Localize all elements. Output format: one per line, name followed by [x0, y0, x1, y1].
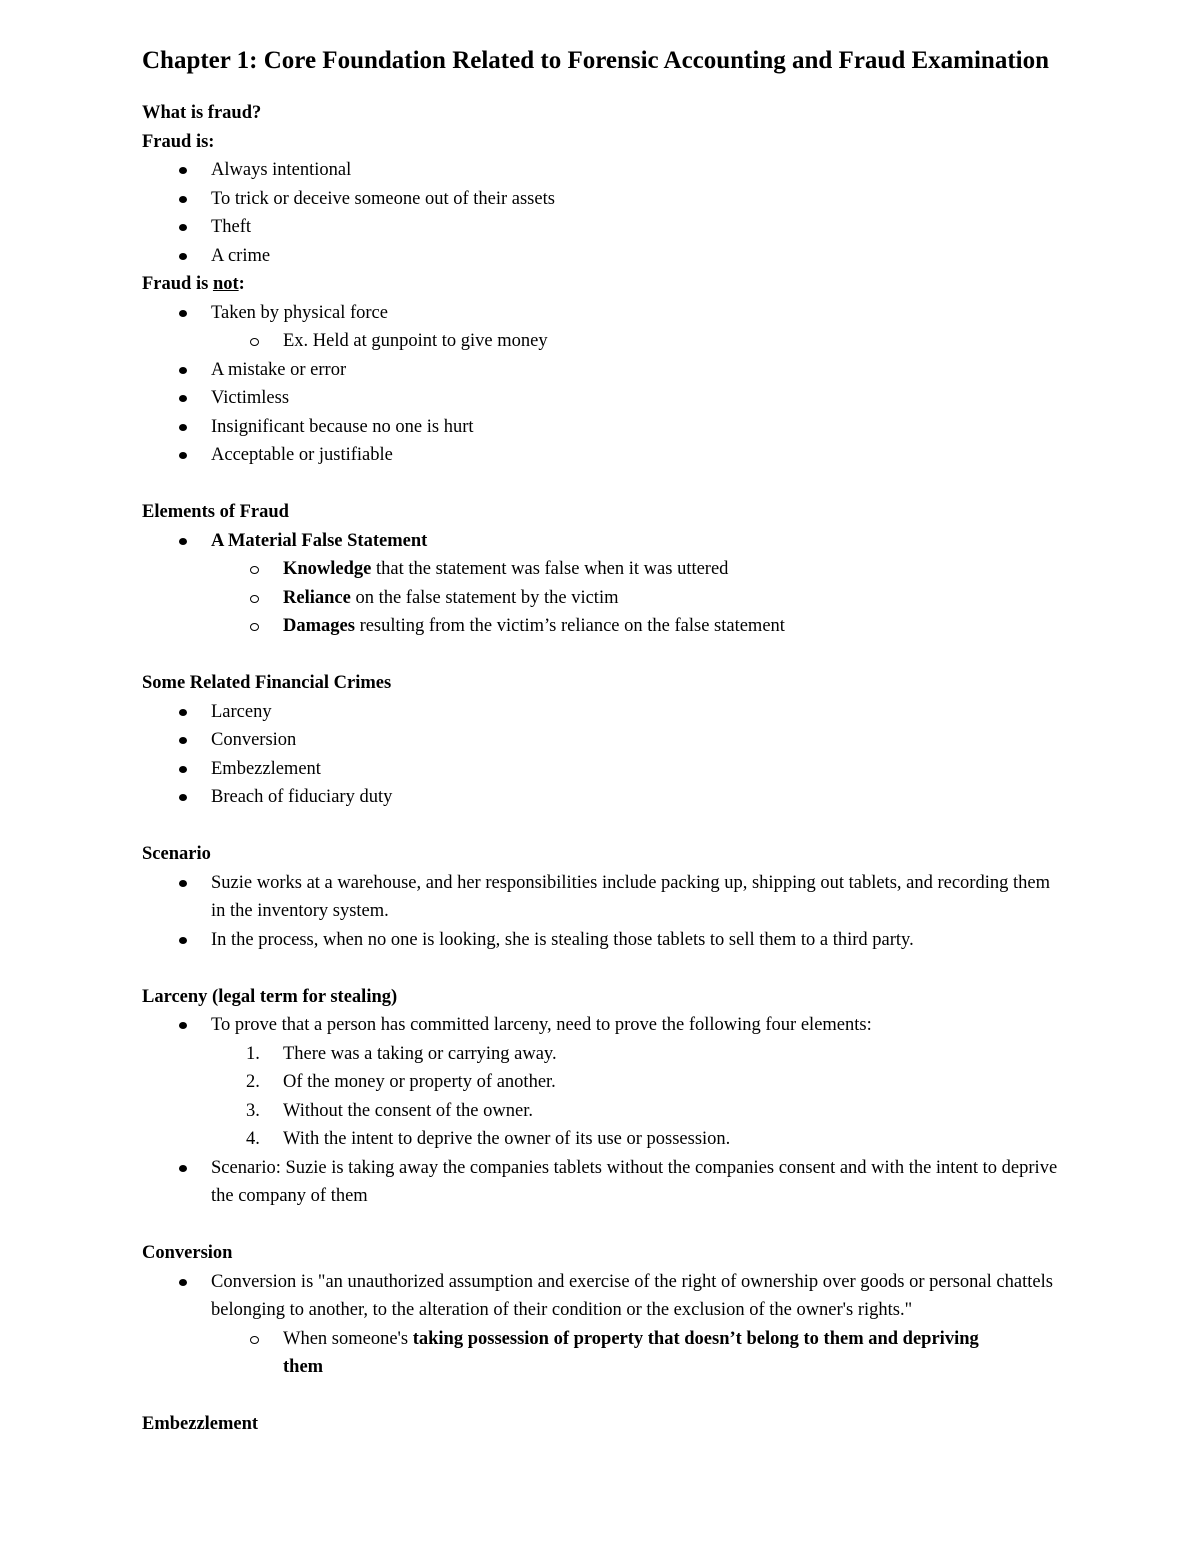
bullet-icon [179, 1165, 187, 1172]
bullet-icon [179, 880, 187, 887]
sub-list-item: Knowledge that the statement was false when it was uttered [142, 555, 1062, 584]
bullet-icon [179, 224, 187, 231]
list-item: Conversion [142, 726, 1062, 755]
bullet-icon [179, 538, 187, 545]
list-item: Victimless [142, 384, 1062, 413]
list-item: A Material False Statement [142, 527, 1062, 556]
list-item: Breach of fiduciary duty [142, 783, 1062, 812]
section-heading-embezzlement: Embezzlement [142, 1414, 259, 1434]
list-item: A crime [142, 242, 1062, 271]
bullet-icon [179, 709, 187, 716]
bullet-icon [179, 395, 187, 402]
numbered-item: 3. Without the consent of the owner. [246, 1100, 533, 1121]
fraud-is-not-label: Fraud is not: [142, 274, 245, 294]
list-item: A mistake or error [142, 356, 1062, 385]
bullet-icon [179, 424, 187, 431]
circle-bullet-icon [250, 566, 259, 574]
bullet-icon [179, 167, 187, 174]
list-item: To trick or deceive someone out of their assets [142, 185, 1062, 214]
section-heading-related-crimes: Some Related Financial Crimes [142, 673, 392, 693]
sub-list-item: When someone's taking possession of property that doesn’t belong to them and depriving them [142, 1325, 1062, 1382]
bullet-icon [179, 1279, 187, 1286]
sub-list-item: Damages resulting from the victim’s reliance on the false statement [142, 612, 1062, 641]
section-heading-what-is-fraud: What is fraud? [142, 103, 262, 123]
list-item: To prove that a person has committed larceny, need to prove the following four elements: [142, 1011, 1062, 1040]
bullet-icon [179, 766, 187, 773]
bullet-icon [179, 367, 187, 374]
bullet-icon [179, 937, 187, 944]
list-item: Conversion is "an unauthorized assumption and exercise of the right of ownership over goods or personal chattels belonging to another, to the alteration of their condition or the exclusion of the owner's rights." [142, 1268, 1062, 1325]
bullet-icon [179, 310, 187, 317]
fraud-is-label: Fraud is: [142, 131, 215, 152]
bullet-icon [179, 794, 187, 801]
list-item: In the process, when no one is looking, she is stealing those tablets to sell them to a third party. [142, 926, 1062, 955]
section-heading-larceny: Larceny (legal term for stealing) [142, 986, 398, 1007]
bullet-icon [179, 253, 187, 260]
numbered-item: 1. There was a taking or carrying away. [246, 1043, 557, 1064]
section-heading-elements-of-fraud: Elements of Fraud [142, 502, 289, 522]
list-item: Acceptable or justifiable [142, 441, 1062, 470]
numbered-item: 4. With the intent to deprive the owner of its use or possession. [246, 1129, 731, 1149]
section-heading-conversion: Conversion [142, 1243, 233, 1263]
circle-bullet-icon [250, 338, 259, 346]
bullet-icon [179, 196, 187, 203]
sub-list-item: Reliance on the false statement by the victim [142, 584, 1062, 613]
circle-bullet-icon [250, 623, 259, 631]
list-item: Always intentional [142, 156, 1062, 185]
page-title: Chapter 1: Core Foundation Related to Forensic Accounting and Fraud Examination [142, 47, 1049, 74]
list-item: Suzie works at a warehouse, and her responsibilities include packing up, shipping out tablets, and recording them in the inventory system. [142, 869, 1062, 926]
bullet-icon [179, 737, 187, 744]
list-item: Embezzlement [142, 755, 1062, 784]
bullet-icon [179, 1022, 187, 1029]
list-item: Theft [142, 213, 1062, 242]
circle-bullet-icon [250, 595, 259, 603]
numbered-item: 2. Of the money or property of another. [246, 1072, 556, 1092]
list-item: Scenario: Suzie is taking away the companies tablets without the companies consent and with the intent to deprive the company of them [142, 1154, 1062, 1211]
section-heading-scenario: Scenario [142, 844, 211, 864]
sub-list-item: Ex. Held at gunpoint to give money [142, 327, 1062, 356]
list-item: Insignificant because no one is hurt [142, 413, 1062, 442]
list-item: Taken by physical force [142, 299, 1062, 328]
circle-bullet-icon [250, 1336, 259, 1344]
bullet-icon [179, 452, 187, 459]
list-item: Larceny [142, 698, 1062, 727]
document-page [142, 42, 1062, 1439]
